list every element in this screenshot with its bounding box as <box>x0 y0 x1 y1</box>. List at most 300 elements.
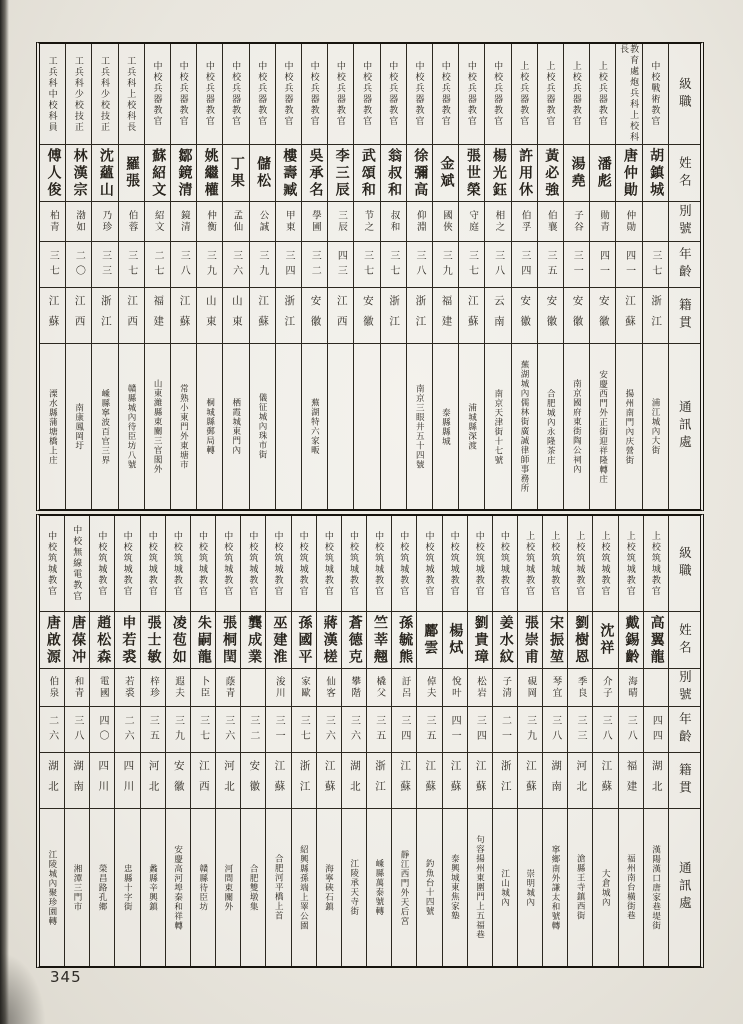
age-text: 三五 <box>147 714 159 745</box>
age-text: 三三 <box>99 249 111 280</box>
rank-text: 上校筑城教官 <box>575 530 586 597</box>
name-text: 傅人俊 <box>45 147 61 199</box>
age-cell <box>644 706 668 752</box>
name-cell <box>40 611 64 668</box>
alias-text: 相之 <box>493 210 504 233</box>
row-header-column <box>668 516 700 966</box>
rank-text: 上校筑城教官 <box>625 530 636 597</box>
alias-cell <box>40 668 64 706</box>
alias-cell <box>644 668 668 706</box>
name-text: 姜水紋 <box>497 614 513 666</box>
age-text: 三二 <box>247 714 259 745</box>
province-cell <box>381 287 406 343</box>
province-text: 湖北 <box>650 760 662 801</box>
province-text: 湖北 <box>348 760 360 801</box>
alias-cell <box>381 201 406 241</box>
name-text: 羅張 <box>124 156 140 190</box>
rank-text: 上校兵器教官 <box>545 61 556 127</box>
name-cell <box>145 144 170 201</box>
rank-text: 中校兵器教官 <box>440 61 451 127</box>
province-cell <box>468 752 492 808</box>
address-cell <box>250 343 275 509</box>
name-text: 巫建淮 <box>271 614 287 666</box>
age-text: 三八 <box>492 249 504 280</box>
address-cell <box>417 808 441 966</box>
rank-cell <box>276 44 301 144</box>
age-text: 三七 <box>197 714 209 745</box>
province-text: 福建 <box>152 295 164 336</box>
address-cell <box>512 343 537 509</box>
age-cell <box>493 706 517 752</box>
rank-text: 工兵科上校科長 <box>126 55 137 133</box>
alias-cell <box>216 668 240 706</box>
age-cell <box>250 241 275 287</box>
address-cell <box>568 808 592 966</box>
rank-cell <box>40 516 64 611</box>
name-cell <box>223 144 248 201</box>
name-text: 張世榮 <box>464 147 480 199</box>
age-cell <box>643 241 668 287</box>
name-text: 儲松 <box>255 156 271 190</box>
address-cell <box>197 343 222 509</box>
person-column <box>467 516 492 966</box>
rank-text: 中校兵器教官 <box>493 61 504 127</box>
rank-cell <box>459 44 484 144</box>
address-text: 安慶西門外正街迎祥隆轉庄 <box>598 369 609 484</box>
name-cell <box>468 611 492 668</box>
province-text: 江蘇 <box>178 295 190 336</box>
address-cell <box>354 343 379 509</box>
age-text: 三八 <box>71 714 83 745</box>
province-text: 江蘇 <box>257 295 269 336</box>
alias-cell <box>115 668 139 706</box>
province-text: 江西 <box>73 295 85 336</box>
alias-text: 孟仙 <box>231 210 242 233</box>
person-column <box>114 516 139 966</box>
address-cell <box>145 343 170 509</box>
age-cell <box>92 241 117 287</box>
age-text: 三九 <box>256 249 268 280</box>
age-cell <box>381 241 406 287</box>
alias-text: 松岩 <box>475 676 486 699</box>
rank-cell <box>292 516 316 611</box>
rank-text: 中校筑城教官 <box>449 530 460 597</box>
person-column <box>567 516 592 966</box>
address-text: 河間東關外 <box>223 863 234 912</box>
province-cell <box>197 287 222 343</box>
age-text: 四一 <box>449 714 461 745</box>
rank-cell <box>367 516 391 611</box>
name-cell <box>644 611 668 668</box>
row-label-province <box>669 752 700 808</box>
age-text: 三四 <box>283 249 295 280</box>
alias-cell <box>590 201 615 241</box>
name-cell <box>459 144 484 201</box>
province-text: 江蘇 <box>323 760 335 801</box>
rank-cell <box>317 516 341 611</box>
alias-text: 三辰 <box>336 210 347 233</box>
rank-cell <box>266 516 290 611</box>
age-cell <box>90 706 114 752</box>
rank-cell <box>512 44 537 144</box>
row-label-text: 級職 <box>677 76 692 112</box>
age-text: 三八 <box>600 714 612 745</box>
person-column <box>592 516 617 966</box>
age-text: 二六 <box>46 714 58 745</box>
age-cell <box>65 706 89 752</box>
row-label-province <box>669 287 700 343</box>
name-text: 楊烒 <box>447 623 463 657</box>
alias-cell <box>468 668 492 706</box>
alias-cell <box>407 201 432 241</box>
age-cell <box>66 241 91 287</box>
alias-text: 硯岡 <box>525 676 536 699</box>
rank-cell <box>65 516 89 611</box>
address-text: 泰興城東焦家塾 <box>450 854 461 921</box>
age-cell <box>443 706 467 752</box>
name-text: 劉貴璋 <box>472 614 488 666</box>
province-cell <box>141 752 165 808</box>
address-cell <box>266 808 290 966</box>
name-cell <box>292 611 316 668</box>
address-cell <box>381 343 406 509</box>
rank-cell <box>328 44 353 144</box>
address-text: 福州南台橫街巷 <box>626 854 637 921</box>
name-cell <box>66 144 91 201</box>
rank-cell <box>354 44 379 144</box>
address-text: 泰縣縣城 <box>441 407 452 446</box>
address-text: 嵊縣萬泰號轉 <box>374 859 385 916</box>
address-cell <box>643 343 668 509</box>
rank-cell <box>92 44 117 144</box>
alias-cell <box>342 668 366 706</box>
province-cell <box>317 752 341 808</box>
rank-text: 中校兵器教官 <box>362 61 373 127</box>
province-cell <box>417 752 441 808</box>
row-label-text: 姓名 <box>677 155 692 191</box>
address-text: 常熟小東門外東塘市 <box>179 383 190 470</box>
address-cell <box>518 808 542 966</box>
rank-cell <box>145 44 170 144</box>
province-text: 江蘇 <box>399 760 411 801</box>
province-text: 江蘇 <box>273 760 285 801</box>
address-cell <box>119 343 144 509</box>
rank-cell <box>119 44 144 144</box>
name-cell <box>197 144 222 201</box>
rank-text: 上校筑城教官 <box>650 530 661 597</box>
age-text: 三四 <box>398 714 410 745</box>
name-text: 劉樹恩 <box>573 614 589 666</box>
address-cell <box>66 343 91 509</box>
person-column <box>265 516 290 966</box>
age-cell <box>543 706 567 752</box>
alias-cell <box>197 201 222 241</box>
roster-table-top <box>36 42 704 511</box>
alias-text: 蔭青 <box>223 676 234 699</box>
alias-cell <box>392 668 416 706</box>
name-text: 沈蘊山 <box>97 147 113 199</box>
age-cell <box>342 706 366 752</box>
age-text: 四〇 <box>96 714 108 745</box>
rank-text: 工兵科少校技正 <box>100 55 111 133</box>
address-text: 崇明城內 <box>525 868 536 907</box>
rank-cell <box>593 516 617 611</box>
name-cell <box>119 144 144 201</box>
province-cell <box>302 287 327 343</box>
alias-text: 遐夫 <box>173 676 184 699</box>
rank-cell <box>468 516 492 611</box>
name-cell <box>417 611 441 668</box>
name-cell <box>643 144 668 201</box>
name-text: 林漢宗 <box>71 147 87 199</box>
name-text: 吳承名 <box>307 147 323 199</box>
province-text: 浙江 <box>99 295 111 336</box>
row-label-alias <box>669 668 700 706</box>
alias-text: 伯襄 <box>545 210 556 233</box>
address-cell <box>590 343 615 509</box>
rank-cell <box>302 44 327 144</box>
address-text: 江山城內 <box>500 868 511 907</box>
address-cell <box>328 343 353 509</box>
alias-cell <box>367 668 391 706</box>
age-cell <box>266 706 290 752</box>
province-text: 安徽 <box>597 295 609 336</box>
row-header-column <box>668 44 700 509</box>
address-text: 大倉城內 <box>601 868 612 907</box>
book-spine-shadow <box>0 0 9 1024</box>
rank-text: 中校兵器教官 <box>178 61 189 127</box>
age-text: 三八 <box>625 714 637 745</box>
rank-text: 中校筑城教官 <box>122 530 133 597</box>
row-label-rank <box>669 44 700 144</box>
address-text: 句容揚州東圍門上五福巷 <box>475 835 486 940</box>
person-column <box>432 44 458 509</box>
row-label-text: 級職 <box>677 546 692 581</box>
province-cell <box>40 752 64 808</box>
address-text: 南京國府東街陶公祠內 <box>572 379 583 474</box>
row-label-rank <box>669 516 700 611</box>
province-cell <box>407 287 432 343</box>
province-text: 浙江 <box>499 760 511 801</box>
address-text: 溧水縣蒲塘橋上庄 <box>48 388 59 465</box>
row-label-address <box>669 343 700 509</box>
rank-text: 中校筑城教官 <box>273 530 284 597</box>
rank-text: 中校筑城教官 <box>323 530 334 597</box>
alias-cell <box>459 201 484 241</box>
name-text: 楊光鈺 <box>490 147 506 199</box>
age-cell <box>459 241 484 287</box>
province-text: 江蘇 <box>623 295 635 336</box>
person-column <box>165 516 190 966</box>
name-text: 張士敏 <box>145 614 161 666</box>
name-cell <box>65 611 89 668</box>
alias-text: 介子 <box>600 676 611 699</box>
age-cell <box>417 706 441 752</box>
age-cell <box>40 241 65 287</box>
name-cell <box>619 611 643 668</box>
age-cell <box>276 241 301 287</box>
age-text: 三五 <box>373 714 385 745</box>
name-cell <box>166 611 190 668</box>
address-cell <box>92 343 117 509</box>
person-column <box>291 516 316 966</box>
province-text: 江蘇 <box>600 760 612 801</box>
province-text: 河北 <box>575 760 587 801</box>
address-cell <box>171 343 196 509</box>
name-cell <box>433 144 458 201</box>
address-cell <box>276 343 301 509</box>
address-cell <box>593 808 617 966</box>
age-cell <box>166 706 190 752</box>
person-column <box>40 44 65 509</box>
alias-text: 伯孚 <box>519 210 530 233</box>
name-cell <box>485 144 510 201</box>
person-column <box>366 516 391 966</box>
person-column <box>542 516 567 966</box>
rank-text: 中校兵器教官 <box>204 61 215 127</box>
address-text: 蕪湖城內儒林街廣誠律師事務所 <box>520 360 531 493</box>
alias-cell <box>266 668 290 706</box>
age-text: 三二 <box>309 249 321 280</box>
alias-text: 訏呂 <box>399 676 410 699</box>
alias-cell <box>119 201 144 241</box>
alias-cell <box>564 201 589 241</box>
alias-text: 琴宜 <box>550 676 561 699</box>
province-text: 安徽 <box>172 760 184 801</box>
address-cell <box>223 343 248 509</box>
name-text: 竺莘翹 <box>371 614 387 666</box>
address-cell <box>216 808 240 966</box>
row-label-text: 別號 <box>677 204 692 239</box>
alias-cell <box>141 668 165 706</box>
rank-cell <box>216 516 240 611</box>
rank-cell <box>191 516 215 611</box>
age-text: 三八 <box>178 249 190 280</box>
age-cell <box>241 706 265 752</box>
province-cell <box>512 287 537 343</box>
age-text: 三九 <box>524 714 536 745</box>
name-cell <box>593 611 617 668</box>
rank-cell <box>250 44 275 144</box>
person-column <box>118 44 144 509</box>
alias-text: 梓珍 <box>148 676 159 699</box>
person-column <box>140 516 165 966</box>
rank-text: 上校筑城教官 <box>600 530 611 597</box>
alias-text: 若裘 <box>122 676 133 699</box>
name-cell <box>191 611 215 668</box>
age-cell <box>145 241 170 287</box>
province-cell <box>119 287 144 343</box>
rank-text: 中校兵器教官 <box>283 61 294 127</box>
name-text: 孫國平 <box>296 614 312 666</box>
province-text: 浙江 <box>283 295 295 336</box>
alias-text: 叔和 <box>388 210 399 233</box>
row-label-address <box>669 808 700 966</box>
alias-cell <box>643 201 668 241</box>
alias-text: 電國 <box>97 676 108 699</box>
address-text: 揚州南門內庆營街 <box>624 388 635 465</box>
address-text: 贛縣待臣坊 <box>198 863 209 912</box>
name-text: 金斌 <box>438 156 454 190</box>
address-cell <box>191 808 215 966</box>
name-cell <box>266 611 290 668</box>
person-column <box>458 44 484 509</box>
address-cell <box>342 808 366 966</box>
name-cell <box>354 144 379 201</box>
province-cell <box>485 287 510 343</box>
name-text: 湯堯 <box>569 156 585 190</box>
province-text: 安徽 <box>248 760 260 801</box>
person-column <box>563 44 589 509</box>
rank-cell <box>90 516 114 611</box>
address-text: 忠縣十字街 <box>123 863 134 912</box>
name-cell <box>241 611 265 668</box>
rank-cell <box>407 44 432 144</box>
age-text: 三七 <box>466 249 478 280</box>
rank-cell <box>619 516 643 611</box>
name-cell <box>216 611 240 668</box>
row-label-text: 通訊處 <box>677 400 692 453</box>
address-cell <box>141 808 165 966</box>
address-cell <box>65 808 89 966</box>
alias-cell <box>276 201 301 241</box>
person-column <box>190 516 215 966</box>
rank-cell <box>485 44 510 144</box>
age-text: 三八 <box>414 249 426 280</box>
row-label-text: 別號 <box>677 670 692 705</box>
name-text: 徐彌高 <box>412 147 428 199</box>
age-cell <box>485 241 510 287</box>
alias-cell <box>191 668 215 706</box>
alias-cell <box>92 201 117 241</box>
age-text: 三七 <box>649 249 661 280</box>
age-text: 四一 <box>623 249 635 280</box>
age-text: 三六 <box>230 249 242 280</box>
province-cell <box>433 287 458 343</box>
province-cell <box>166 752 190 808</box>
province-text: 福建 <box>440 295 452 336</box>
rank-cell <box>564 44 589 144</box>
name-text: 許用休 <box>517 147 533 199</box>
address-cell <box>644 808 668 966</box>
age-text: 三四 <box>474 714 486 745</box>
alias-text: 柏青 <box>47 210 58 233</box>
person-column <box>589 44 615 509</box>
address-text: 蠡縣辛興鎮 <box>148 863 159 912</box>
province-cell <box>115 752 139 808</box>
name-text: 沈祥 <box>598 623 614 657</box>
name-cell <box>342 611 366 668</box>
age-cell <box>564 241 589 287</box>
age-cell <box>538 241 563 287</box>
rank-text: 中校筑城教官 <box>147 530 158 597</box>
name-cell <box>443 611 467 668</box>
age-text: 三九 <box>172 714 184 745</box>
alias-cell <box>171 201 196 241</box>
alias-cell <box>90 668 114 706</box>
person-column <box>316 516 341 966</box>
person-column <box>643 516 668 966</box>
alias-text: 仲衡 <box>205 210 216 233</box>
address-cell <box>538 343 563 509</box>
alias-cell <box>616 201 641 241</box>
person-column <box>65 44 91 509</box>
province-text: 河北 <box>147 760 159 801</box>
alias-cell <box>166 668 190 706</box>
name-cell <box>92 144 117 201</box>
person-column <box>240 516 265 966</box>
age-cell <box>292 706 316 752</box>
